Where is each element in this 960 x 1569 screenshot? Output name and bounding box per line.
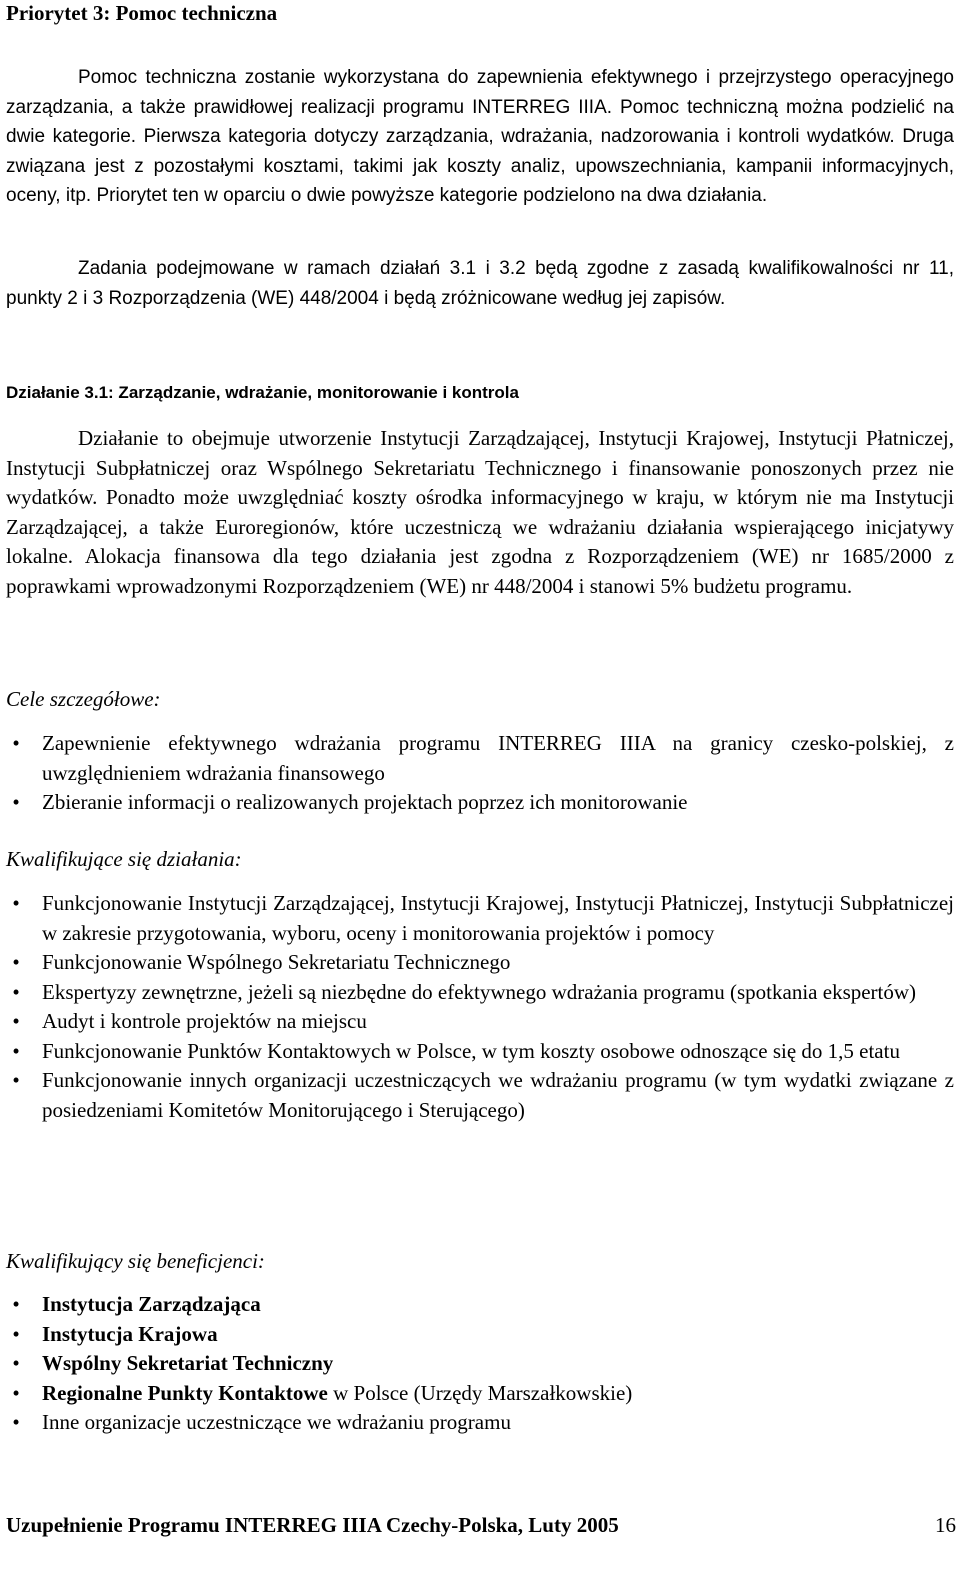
list-item bbox=[6, 1290, 954, 1320]
list-item bbox=[6, 978, 954, 1008]
list-item bbox=[6, 729, 954, 788]
action-title: Działanie 3.1: Zarządzanie, wdrażanie, monitorowanie i kontrola bbox=[6, 383, 519, 402]
list-item bbox=[6, 1408, 954, 1438]
bullet-icon bbox=[6, 1290, 26, 1320]
list-item-text: Zapewnienie efektywnego wdrażania programu INTERREG IIIA na granicy czesko-polskiej, z uwzględnieniem wdrażania finansowego bbox=[42, 731, 954, 785]
list-item-text: Funkcjonowanie Wspólnego Sekretariatu Technicznego bbox=[42, 950, 511, 974]
eligible-actions-heading: Kwalifikujące się działania: bbox=[6, 847, 242, 871]
list-item-text: Funkcjonowanie innych organizacji uczestniczących we wdrażaniu programu (w tym wydatki związane z posiedzeniami Komitetów Monitorującego i Sterującego) bbox=[42, 1068, 954, 1122]
bullet-icon bbox=[6, 1037, 26, 1067]
list-item bbox=[6, 788, 954, 818]
bullet-icon bbox=[6, 1007, 26, 1037]
goals-list bbox=[6, 729, 954, 818]
beneficiary-name: Instytucja Zarządzająca bbox=[42, 1292, 261, 1316]
list-item bbox=[6, 948, 954, 978]
bullet-icon bbox=[6, 978, 26, 1008]
list-item bbox=[6, 1066, 954, 1125]
list-item-text: Funkcjonowanie Punktów Kontaktowych w Polsce, w tym koszty osobowe odnoszące się do 1,5 etatu bbox=[42, 1038, 900, 1063]
list-item bbox=[6, 1320, 954, 1350]
bullet-icon bbox=[6, 948, 26, 978]
intro-paragraph-2: Zadania podejmowane w ramach działań 3.1 i 3.2 będą zgodne z zasadą kwalifikowalności nr 11, punkty 2 i 3 Rozporządzenia (WE) 448/2004 i będą zróżnicowane według jej zapisów. bbox=[6, 258, 954, 309]
list-item-text: Ekspertyzy zewnętrzne, jeżeli są niezbędne do efektywnego wdrażania programu (spotkania ekspertów) bbox=[42, 979, 917, 1004]
section-title: Priorytet 3: Pomoc techniczna bbox=[6, 1, 278, 25]
bullet-icon bbox=[6, 1408, 26, 1438]
goals-heading: Cele szczegółowe: bbox=[6, 687, 161, 711]
bullet-icon bbox=[6, 788, 26, 818]
intro-paragraph-1: Pomoc techniczna zostanie wykorzystana do zapewnienia efektywnego i przejrzystego operacyjnego zarządzania, a także prawidłowej realizacji programu INTERREG IIIA. Pomoc techniczną można podzielić na dwie kategorie. Pierwsza kategoria dotyczy zarządzania, wdrażania, nadzorowania i kontroli wydatków. Druga związana jest z pozostałymi kosztami, takimi jak koszty analiz, upowszechniania, kampanii informacyjnych, oceny, itp. Priorytet ten w oparciu o dwie powyższe kategorie podzielono na dwa działania. bbox=[6, 67, 954, 206]
bullet-icon bbox=[6, 889, 26, 919]
beneficiary-detail: w Polsce (Urzędy Marszałkowskie) bbox=[327, 1380, 633, 1405]
beneficiary-detail: Inne organizacje uczestniczące we wdrażaniu programu bbox=[42, 1410, 511, 1434]
footer-title: Uzupełnienie Programu INTERREG IIIA Czechy-Polska, Luty 2005 bbox=[6, 1513, 619, 1537]
beneficiaries-list bbox=[6, 1290, 954, 1438]
bullet-icon bbox=[6, 1320, 26, 1350]
bullet-icon bbox=[6, 1349, 26, 1379]
beneficiary-name: Instytucja Krajowa bbox=[42, 1321, 218, 1346]
beneficiary-name: Wspólny Sekretariat Techniczny bbox=[42, 1351, 334, 1375]
list-item-text: Zbieranie informacji o realizowanych projektach poprzez ich monitorowanie bbox=[42, 790, 688, 814]
bullet-icon bbox=[6, 1379, 26, 1409]
bullet-icon bbox=[6, 1066, 26, 1096]
list-item bbox=[6, 1349, 954, 1379]
beneficiaries-heading: Kwalifikujący się beneficjenci: bbox=[6, 1249, 265, 1273]
eligible-actions-list bbox=[6, 889, 954, 1125]
list-item bbox=[6, 889, 954, 948]
page-footer bbox=[6, 1512, 956, 1538]
list-item bbox=[6, 1037, 954, 1067]
list-item-text: Funkcjonowanie Instytucji Zarządzającej, Instytucji Krajowej, Instytucji Płatniczej, Instytucji Subpłatniczej w zakresie przygotowania, wyboru, oceny i monitorowania projektów i pomocy bbox=[42, 891, 954, 945]
beneficiary-name: Regionalne Punkty Kontaktowe bbox=[42, 1380, 328, 1405]
list-item bbox=[6, 1379, 954, 1409]
action-description: Działanie to obejmuje utworzenie Instytucji Zarządzającej, Instytucji Krajowej, Instytucji Płatniczej, Instytucji Subpłatniczej oraz Wspólnego Sekretariatu Technicznego i finansowanie ponoszonych przez nie wydatków. Ponadto może uwzględniać koszty ośrodka informacyjnego w kraju, w którym nie ma Instytucji Zarządzającej, a także Euroregionów, które uczestniczą we wdrażaniu działania wspierającego inicjatywy lokalne. Alokacja finansowa dla tego działania jest zgodna z Rozporządzeniem (WE) nr 1685/2000 z poprawkami wprowadzonymi Rozporządzeniem (WE) nr 448/2004 i stanowi 5% budżetu programu. bbox=[6, 426, 954, 598]
list-item bbox=[6, 1007, 954, 1037]
list-item-text: Audyt i kontrole projektów na miejscu bbox=[42, 1009, 367, 1033]
bullet-icon bbox=[6, 729, 26, 759]
page-number: 16 bbox=[935, 1513, 956, 1537]
